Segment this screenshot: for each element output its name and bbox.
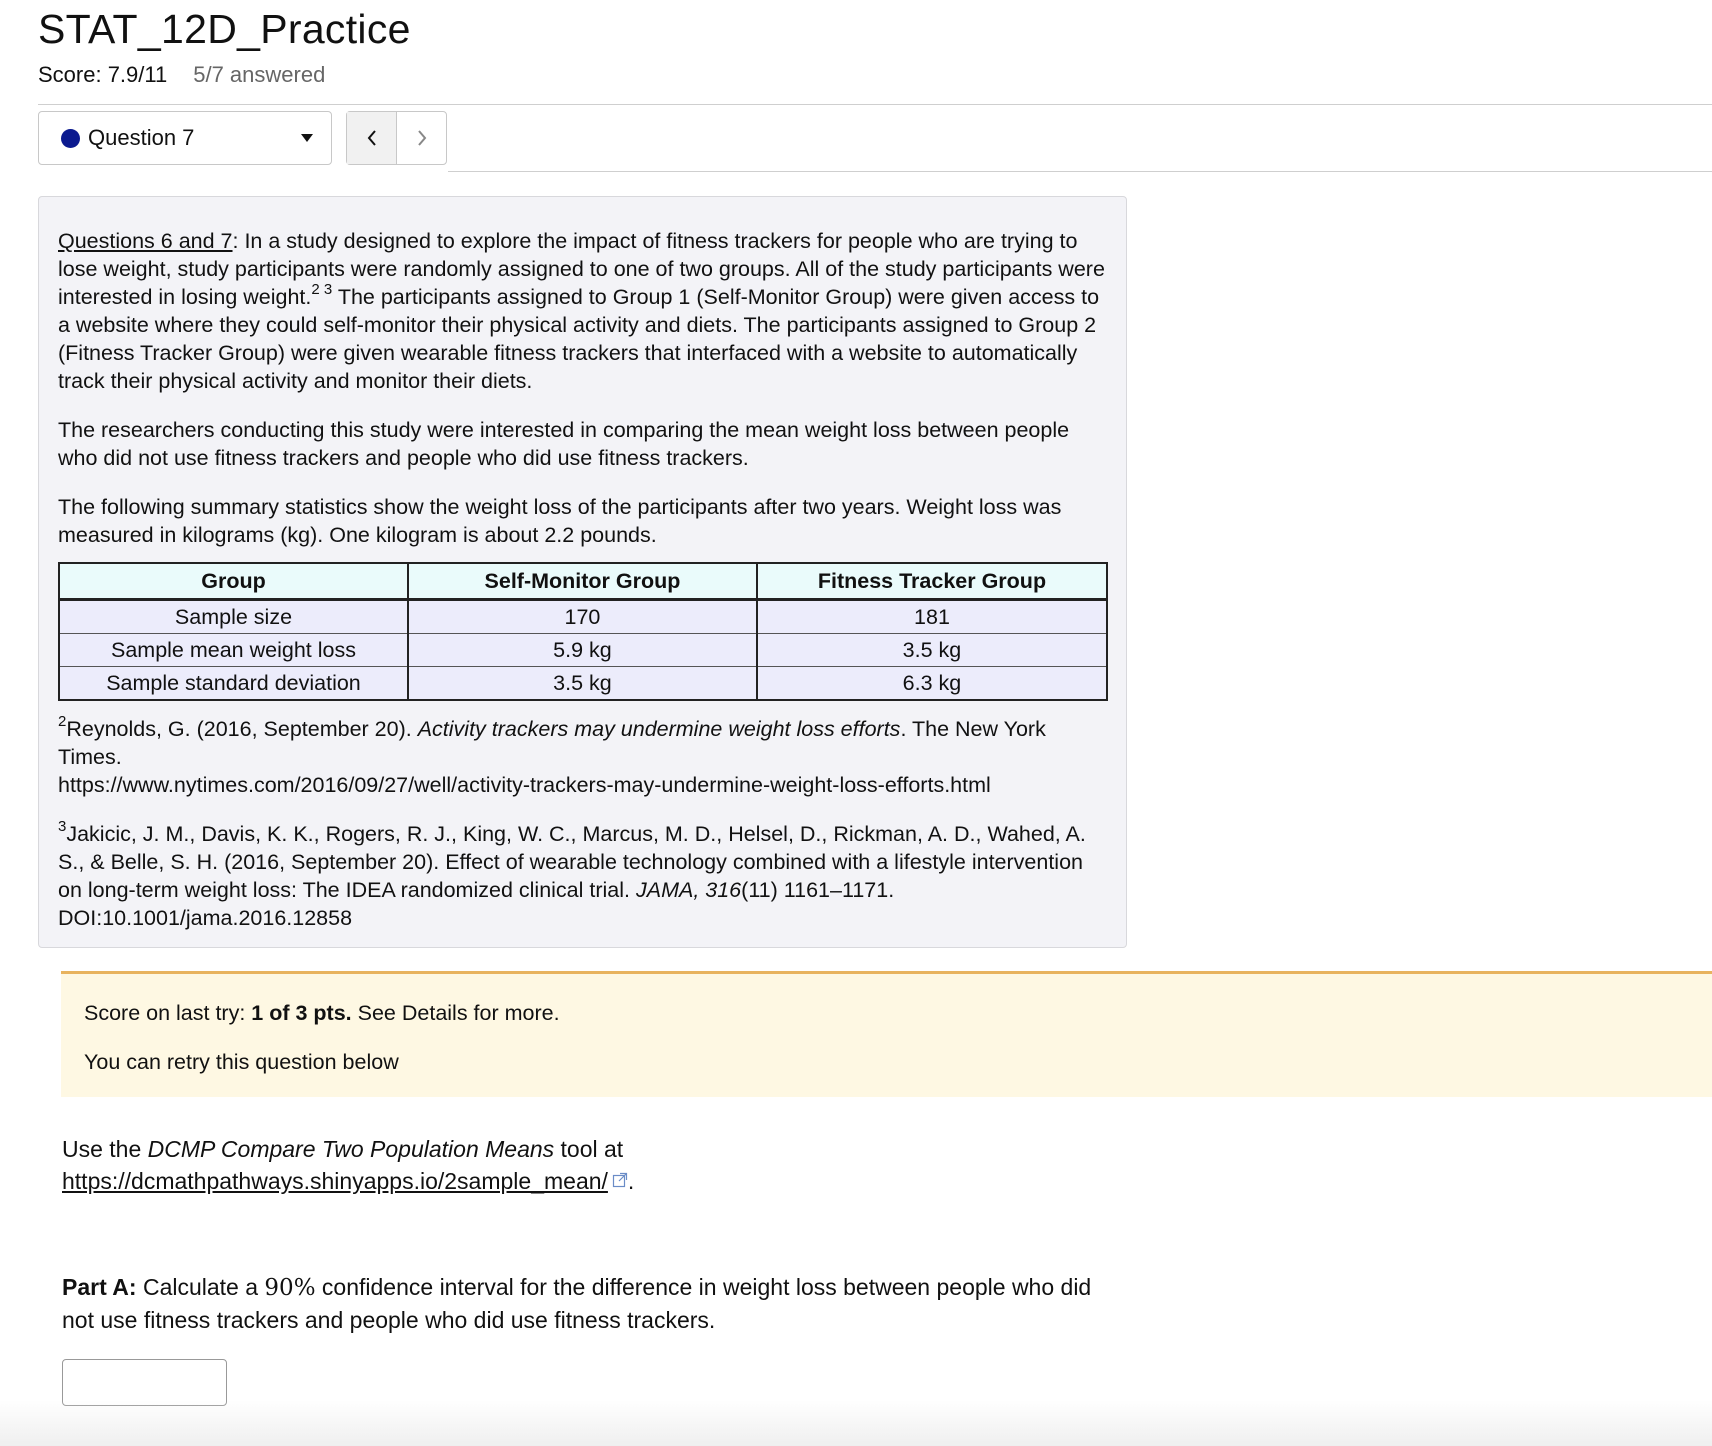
table-cell: 3.5 kg <box>408 667 757 701</box>
footnote-2 <box>58 712 1108 799</box>
table-row <box>59 667 1107 701</box>
table-cell: Sample standard deviation <box>59 667 408 701</box>
last-try-score <box>84 999 1712 1027</box>
intro-heading: Questions 6 and 7 <box>58 229 233 253</box>
tool-name: DCMP Compare Two Population Means <box>147 1136 555 1162</box>
footnote-title: Activity trackers may undermine weight loss efforts <box>417 717 901 741</box>
external-link-icon[interactable] <box>612 1172 628 1188</box>
intro-text: : In a study designed to explore the impact of fitness trackers for people who are trying to lose weight, study participants were randomly assigned to one of two groups. All of the study participants were interested in losing weight. <box>58 229 1105 309</box>
tool-instructions <box>62 1133 634 1197</box>
table-cell: 181 <box>757 600 1107 634</box>
chevron-right-icon <box>415 128 429 148</box>
column-header: Self-Monitor Group <box>408 563 757 600</box>
intro-text: The participants assigned to Group 1 (Self-Monitor Group) were given access to a website where they could self-monitor their physical activity and diets. The participants assigned to Group 2 (Fitness Tracker Group) were given wearable fitness trackers that interfaced with a website to automatically track their physical activity and monitor their diets. <box>58 285 1100 393</box>
notice-text: See Details for more. <box>351 1001 560 1025</box>
points-value: 1 of 3 pts. <box>251 1001 352 1025</box>
question-select-label: Question 7 <box>88 125 195 150</box>
footnote-text: . The New York Times. <box>58 717 1046 769</box>
table-cell: 5.9 kg <box>408 634 757 667</box>
footnote-ref: 2 3 <box>311 280 333 298</box>
footnote-3 <box>58 817 1108 932</box>
instruction-text: . <box>627 1168 635 1194</box>
footnote-text: (11) 1161–1171. <box>741 878 895 902</box>
summary-paragraph: The following summary statistics show the weight loss of the participants after two years. Weight loss was measured in kilograms (kg). One kilogram is about 2.2 pounds. <box>58 495 1062 547</box>
column-header: Group <box>59 563 408 600</box>
confidence-level: 90% <box>264 1275 316 1301</box>
instruction-text: tool at <box>554 1136 624 1162</box>
part-label: Part A: <box>62 1274 137 1300</box>
retry-message: You can retry this question below <box>84 1050 399 1074</box>
footnote-url: https://www.nytimes.com/2016/09/27/well/activity-trackers-may-undermine-weight-loss-efforts.html <box>58 773 991 797</box>
table-cell: Sample mean weight loss <box>59 634 408 667</box>
table-row <box>59 634 1107 667</box>
divider <box>448 171 1712 172</box>
status-dot-icon <box>61 129 80 148</box>
table-cell: 6.3 kg <box>757 667 1107 701</box>
tool-link[interactable]: https://dcmathpathways.shinyapps.io/2sample_mean/ <box>62 1168 608 1194</box>
footnote-journal: JAMA, 316 <box>635 878 742 902</box>
next-question-button[interactable] <box>397 112 446 164</box>
prompt-text: confidence interval for the difference in weight loss between people who did not use fitness trackers and people who did use fitness trackers. <box>62 1274 1092 1333</box>
answered-count: 5/7 answered <box>193 62 326 87</box>
chevron-left-icon <box>365 128 379 148</box>
divider <box>38 104 1712 105</box>
score-text: Score: 7.9/11 <box>38 62 168 87</box>
instruction-text: Use the <box>62 1136 148 1162</box>
table-cell: Sample size <box>59 600 408 634</box>
notice-text: Score on last try: <box>84 1001 252 1025</box>
prompt-text: Calculate a <box>136 1274 265 1300</box>
page-title: STAT_12D_Practice <box>38 6 411 52</box>
column-header: Fitness Tracker Group <box>757 563 1107 600</box>
intro-paragraph <box>58 227 1108 395</box>
footnote-doi: DOI:10.1001/jama.2016.12858 <box>58 906 353 930</box>
table-cell: 170 <box>408 600 757 634</box>
part-a-prompt <box>62 1271 1122 1336</box>
dropdown-caret-icon <box>301 134 313 142</box>
score-notice <box>61 971 1712 1097</box>
table-header-row <box>59 563 1107 600</box>
question-select[interactable] <box>38 111 332 165</box>
question-nav <box>346 111 447 165</box>
footnote-number: 2 <box>58 712 67 730</box>
score-summary <box>38 62 325 88</box>
footnote-number: 3 <box>58 817 67 835</box>
summary-statistics-table <box>58 562 1108 701</box>
question-context-box <box>38 196 1127 948</box>
previous-question-button[interactable] <box>347 112 397 164</box>
footnote-text: Jakicic, J. M., Davis, K. K., Rogers, R. J., King, W. C., Marcus, M. D., Helsel, D., Rickman, A. D., Wahed, A. S., & Belle, S. H. (2016, September 20). Effect of wearable technology combined with a lifestyle intervention on long-term weight loss: The IDEA randomized clinical trial. <box>58 822 1086 902</box>
part-a-answer-input[interactable] <box>62 1359 227 1406</box>
table-cell: 3.5 kg <box>757 634 1107 667</box>
research-paragraph: The researchers conducting this study were interested in comparing the mean weight loss between people who did not use fitness trackers and people who did use fitness trackers. <box>58 418 1070 470</box>
table-row <box>59 600 1107 634</box>
footnote-text: Reynolds, G. (2016, September 20). <box>66 717 418 741</box>
bottom-fade <box>0 1400 1712 1446</box>
